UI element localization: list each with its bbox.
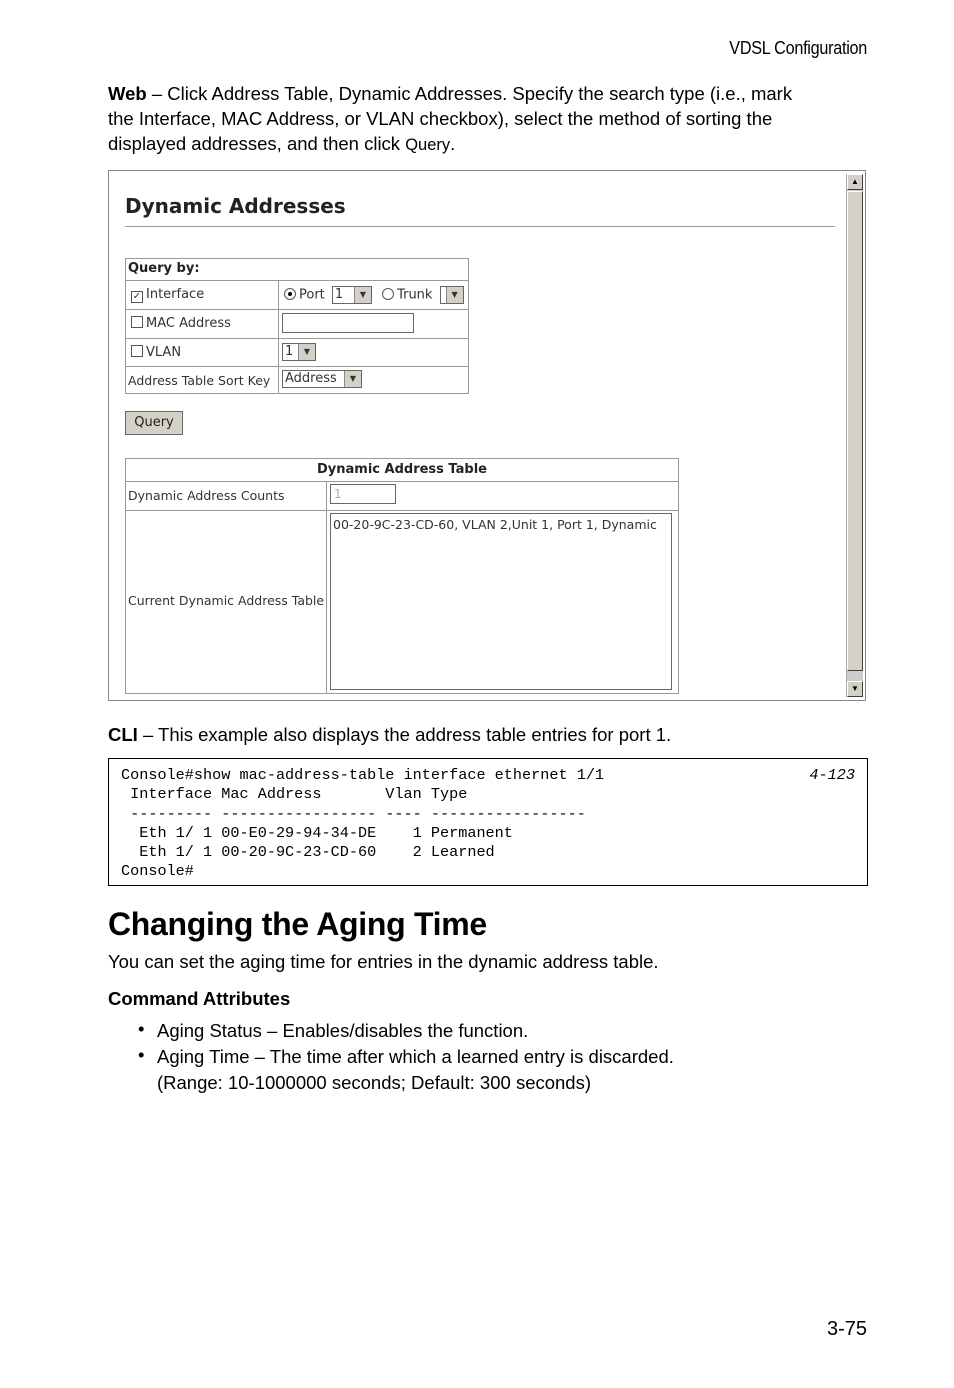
query-button[interactable]: Query xyxy=(125,411,183,435)
vlan-select-value: 1 xyxy=(285,344,294,359)
section-heading: Changing the Aging Time xyxy=(108,906,487,942)
vlan-checkbox[interactable] xyxy=(131,345,143,357)
trunk-label: Trunk xyxy=(397,287,433,303)
aging-time-line1: Aging Time – The time after which a learned entry is discarded. xyxy=(157,1046,674,1067)
interface-label: Interface xyxy=(146,287,205,302)
bullet-aging-status: Aging Status – Enables/disables the function. xyxy=(157,1020,529,1041)
aging-time-line2: (Range: 10-1000000 seconds; Default: 300 seconds) xyxy=(157,1072,592,1093)
intro-end: . xyxy=(450,133,456,154)
intro-query-word: Query xyxy=(405,136,451,154)
intro-lead: Web xyxy=(108,83,147,104)
bullet-aging-time xyxy=(157,1044,674,1096)
intro-line2: the Interface, MAC Address, or VLAN checkbox), select the method of sorting the xyxy=(108,108,773,129)
query-by-table xyxy=(125,258,469,394)
mac-label: MAC Address xyxy=(146,316,231,331)
bullet-icon: • xyxy=(138,1018,145,1039)
chevron-down-icon: ▼ xyxy=(298,344,315,360)
mac-row xyxy=(126,309,468,338)
chevron-down-icon: ▼ xyxy=(446,287,463,303)
port-select[interactable] xyxy=(332,286,372,304)
running-header: VDSL Configuration xyxy=(729,38,867,58)
address-entry[interactable]: 00-20-9C-23-CD-60, VLAN 2,Unit 1, Port 1, Dynamic xyxy=(333,517,657,532)
bullet-icon: • xyxy=(138,1044,145,1065)
title-divider xyxy=(125,226,835,227)
scroll-down-icon[interactable]: ▼ xyxy=(847,681,863,697)
trunk-radio[interactable] xyxy=(382,288,394,300)
scroll-thumb[interactable] xyxy=(847,191,863,671)
chevron-down-icon: ▼ xyxy=(354,287,371,303)
intro-line3: displayed addresses, and then click xyxy=(108,133,406,154)
sort-key-value: Address xyxy=(285,371,337,386)
vlan-row xyxy=(126,338,468,367)
interface-checkbox[interactable]: ✓ xyxy=(132,291,142,302)
vlan-label: VLAN xyxy=(146,345,182,360)
current-table-row xyxy=(126,511,678,693)
mac-address-input[interactable] xyxy=(282,313,414,333)
section-description: You can set the aging time for entries in the dynamic address table. xyxy=(108,951,659,972)
scroll-up-icon[interactable]: ▲ xyxy=(847,174,863,190)
mac-checkbox[interactable] xyxy=(131,316,143,328)
query-by-label: Query by: xyxy=(128,261,200,276)
chevron-down-icon: ▼ xyxy=(344,371,361,387)
cli-command-reference: 4-123 xyxy=(809,766,855,784)
port-label: Port xyxy=(299,287,325,303)
table-title: Dynamic Address Table xyxy=(126,459,678,482)
vertical-scrollbar[interactable] xyxy=(846,174,863,697)
sort-key-select[interactable] xyxy=(282,370,362,388)
address-listbox[interactable] xyxy=(330,513,672,690)
sort-row xyxy=(126,366,468,394)
counts-label: Dynamic Address Counts xyxy=(128,488,285,503)
sort-key-label: Address Table Sort Key xyxy=(128,373,271,388)
current-table-label: Current Dynamic Address Table xyxy=(128,593,325,608)
dynamic-addresses-screenshot xyxy=(108,170,866,701)
cli-lead: CLI xyxy=(108,724,138,745)
counts-field: 1 xyxy=(330,484,396,504)
cli-intro-text: – This example also displays the address table entries for port 1. xyxy=(137,724,672,745)
counts-row xyxy=(126,481,678,511)
trunk-select[interactable] xyxy=(440,286,464,304)
cli-output: Console#show mac-address-table interface ethernet 1/1 Interface Mac Address Vlan Type --------- ----------------- ---- ----------------- Eth 1/ 1 00-E0-29-94-34-DE 1 Permanent Eth 1/ 1 00-20-9C-23-CD-60 2 Learned Console# xyxy=(121,766,605,881)
cli-example-box xyxy=(108,758,868,886)
screenshot-title: Dynamic Addresses xyxy=(125,194,346,218)
command-attributes-heading: Command Attributes xyxy=(108,988,291,1009)
vlan-select[interactable] xyxy=(282,343,316,361)
intro-line1: – Click Address Table, Dynamic Addresses. Specify the search type (i.e., mark xyxy=(146,83,793,104)
port-radio[interactable] xyxy=(284,288,296,300)
intro-paragraph xyxy=(108,81,868,158)
dynamic-address-table xyxy=(125,458,679,694)
port-select-value: 1 xyxy=(334,287,344,302)
interface-row xyxy=(126,280,468,309)
cli-intro xyxy=(108,722,868,747)
page-number: 3-75 xyxy=(826,1318,867,1340)
